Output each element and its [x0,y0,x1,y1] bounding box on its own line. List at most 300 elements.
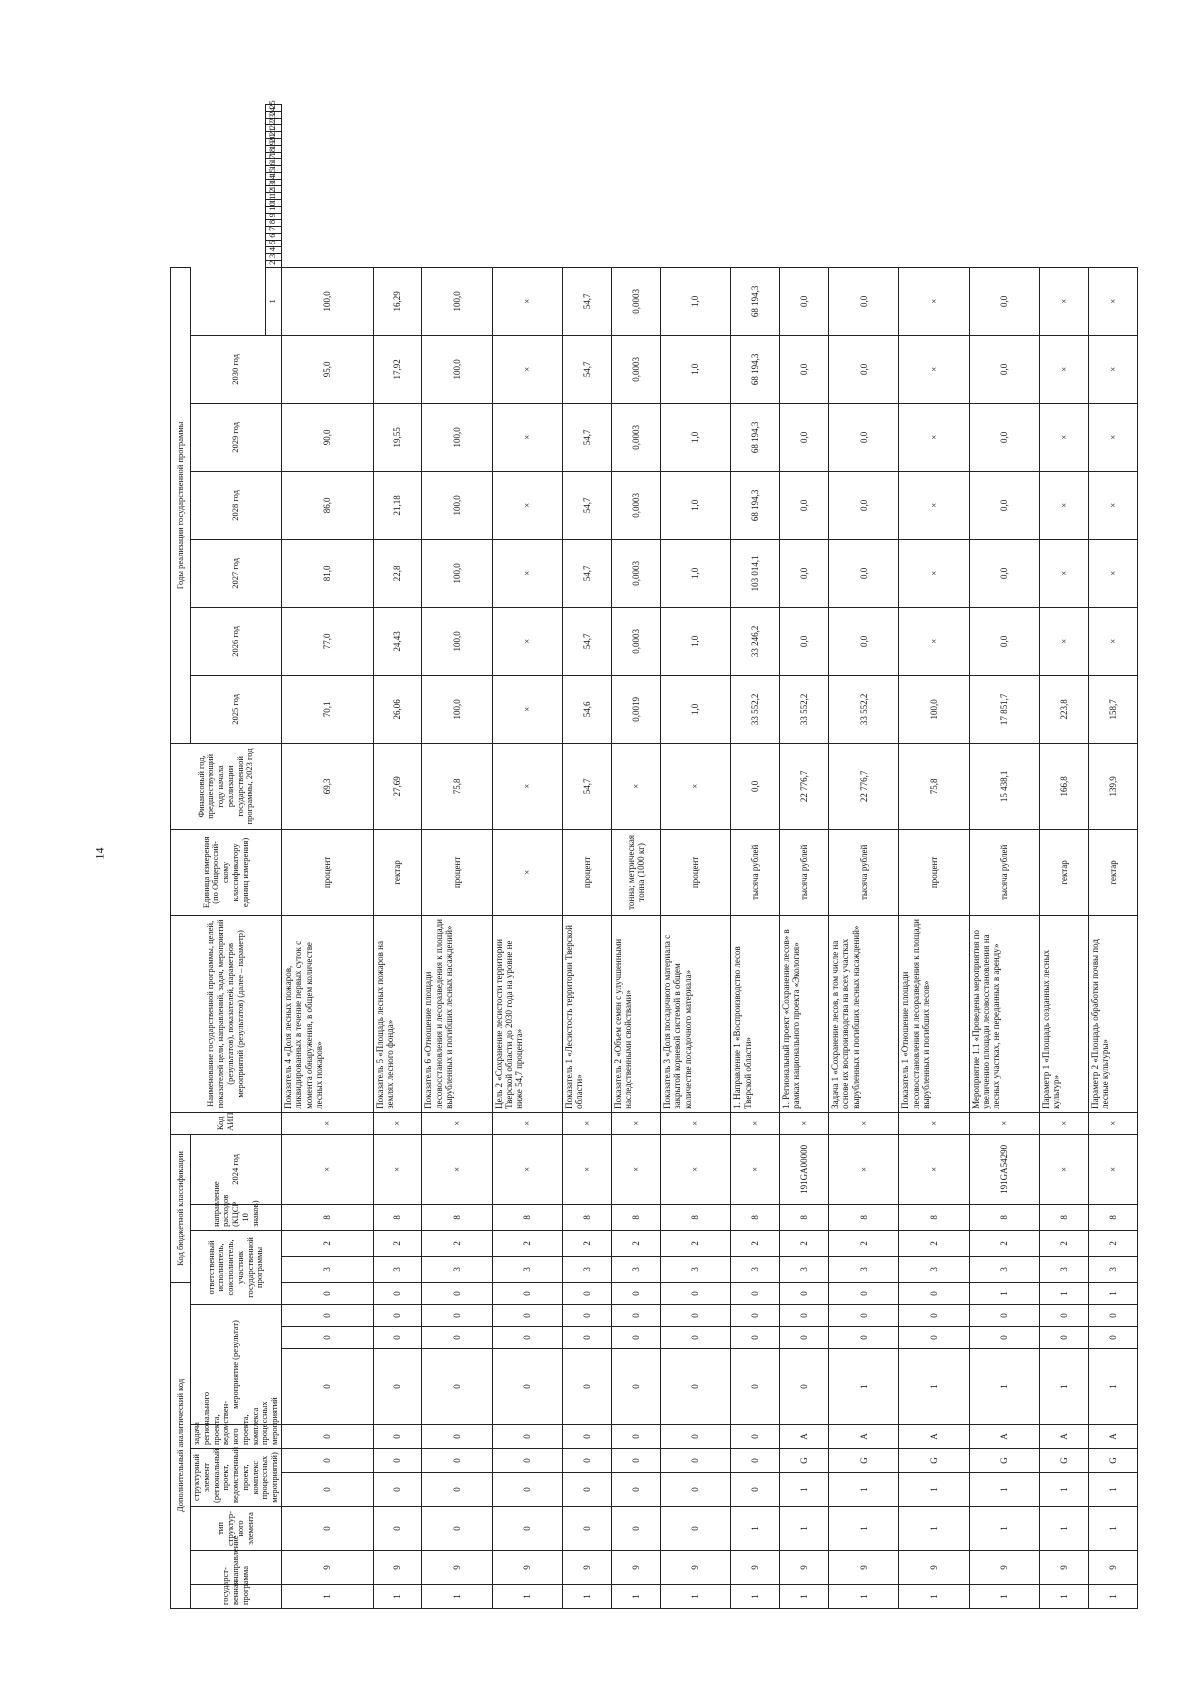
row-unit: гектар [1039,829,1088,915]
code-cell: 191GA54290 [969,1134,1039,1204]
table-row [780,105,829,1609]
row-unit: тысяча рублей [780,829,829,915]
code-cell: 3 [422,1256,492,1282]
row-year-value: 0,0 [780,267,829,335]
row-year-value: 0,0 [829,539,899,607]
code-cell: 0 [373,1327,422,1349]
row-year-value: 0,0 [780,471,829,539]
code-cell: × [829,1112,899,1134]
code-cell: 9 [1088,1551,1137,1585]
code-cell: 1 [1088,1585,1137,1609]
code-cell: 0 [281,1425,373,1449]
code-cell: 8 [422,1204,492,1230]
code-cell: 2 [373,1230,422,1256]
code-cell: G [829,1449,899,1473]
code-cell: 8 [829,1204,899,1230]
code-cell: × [829,1134,899,1204]
code-cell: 0 [731,1349,780,1425]
column-number: 14 [265,179,281,186]
code-cell: 3 [1088,1256,1137,1282]
code-cell: 0 [611,1507,660,1551]
header-naimenovanie: Наименование государственной программы, целей, показателей цели, направлений, задач, мероприятий (результатов), показателей, параметров мероприятий (результатов) (далее – параметр) [171,915,282,1112]
code-cell: 8 [281,1204,373,1230]
code-cell: 1 [829,1507,899,1551]
code-cell: 191GA00000 [780,1134,829,1204]
code-cell: 9 [731,1551,780,1585]
code-cell: 1 [899,1473,969,1507]
code-cell: 1 [829,1585,899,1609]
column-number: 13 [265,186,281,193]
code-cell: × [1039,1134,1088,1204]
column-number: 10 [265,206,281,213]
code-cell: × [969,1112,1039,1134]
row-year-value: × [899,607,969,675]
row-base-year-value: 139,9 [1088,743,1137,829]
code-cell: 0 [281,1473,373,1507]
code-cell: 0 [492,1449,562,1473]
code-cell: 3 [660,1256,730,1282]
row-year-value: × [492,675,562,743]
code-cell: 0 [611,1449,660,1473]
row-year-value: 54,7 [563,403,612,471]
code-cell: 0 [660,1507,730,1551]
code-cell: 0 [281,1507,373,1551]
row-year-value: 22,8 [373,539,422,607]
row-year-value: 100,0 [422,607,492,675]
row-unit: гектар [1088,829,1137,915]
code-cell: 0 [281,1327,373,1349]
code-cell: 8 [611,1204,660,1230]
code-cell: 0 [660,1282,730,1304]
code-cell: 8 [780,1204,829,1230]
row-name: Показатель 6 «Отношение площади лесовосстановления и лесоразведения к площади вырубленных и погибших лесных насаждений» [422,915,492,1112]
code-cell: 0 [1039,1305,1088,1327]
row-base-year-value: 0,0 [731,743,780,829]
code-cell: 0 [829,1305,899,1327]
row-year-value: 103 014,1 [731,539,780,607]
table-row [492,105,562,1609]
code-cell: 0 [660,1473,730,1507]
code-cell: × [281,1112,373,1134]
code-cell: 1 [969,1507,1039,1551]
code-cell: 3 [373,1256,422,1282]
row-year-value: 1,0 [660,539,730,607]
code-cell: 0 [563,1425,612,1449]
row-year-value: 86,0 [281,471,373,539]
code-cell: 0 [611,1305,660,1327]
code-cell: 9 [611,1551,660,1585]
code-cell: 1 [1039,1349,1088,1425]
table-row [969,105,1039,1609]
code-cell: 0 [660,1425,730,1449]
row-year-value: 1,0 [660,267,730,335]
row-base-year-value: 54,7 [563,743,612,829]
code-cell: 1 [1039,1282,1088,1304]
header-kbk: Код бюджетной классификации [171,1134,191,1282]
code-cell: 1 [1039,1473,1088,1507]
header-gody: Годы реализации государственной программы [171,267,191,743]
row-year-value: × [1039,539,1088,607]
code-cell: 0 [1088,1327,1137,1349]
row-year-value: 33 552,2 [780,675,829,743]
code-cell: A [829,1425,899,1449]
code-cell: 0 [373,1282,422,1304]
code-cell: 3 [563,1256,612,1282]
column-number: 24 [265,111,281,118]
row-year-value: 33 246,2 [731,607,780,675]
code-cell: 1 [780,1585,829,1609]
row-name: Цель 2 «Сохранение лесистости территории Тверской области до 2030 года на уровне не ниже 54,7 процента» [492,915,562,1112]
header-struct-el: структурный элемент (региональный проект, ведомственный проект, комплекс процессных мероприятий) [191,1449,282,1507]
row-year-value: 0,0 [829,335,899,403]
code-cell: 0 [373,1507,422,1551]
code-cell: A [1039,1425,1088,1449]
code-cell: 0 [731,1305,780,1327]
row-unit: тысяча рублей [829,829,899,915]
header-gosprog: государст-венная программа [191,1585,282,1609]
code-cell: 0 [422,1425,492,1449]
row-base-year-value: 69,3 [281,743,373,829]
column-number: 19 [265,145,281,152]
code-cell: 0 [611,1282,660,1304]
column-number: 5 [265,240,281,247]
page-number: 14 [92,847,107,860]
code-cell: 1 [1088,1507,1137,1551]
header-fin-god: Финансовый год, предшествующий году начала реализации государственной программы, 2023 год [171,743,282,829]
row-base-year-value: × [660,743,730,829]
code-cell: × [373,1112,422,1134]
code-cell: 0 [611,1425,660,1449]
code-cell: 3 [969,1256,1039,1282]
code-cell: 9 [281,1551,373,1585]
code-cell: 0 [563,1507,612,1551]
code-cell: 9 [1039,1551,1088,1585]
code-cell: 1 [373,1585,422,1609]
row-year-value: × [1088,471,1137,539]
row-year-value: 1,0 [660,675,730,743]
table-row [899,105,969,1609]
code-cell: 2 [611,1230,660,1256]
code-cell: 0 [660,1327,730,1349]
code-cell: 0 [731,1327,780,1349]
code-cell: 9 [660,1551,730,1585]
row-name: Показатель 1 «Отношение площади лесовосстановления и лесоразведения к площади вырубленных и погибших лесов» [899,915,969,1112]
code-cell: 2 [780,1230,829,1256]
code-cell: 0 [563,1349,612,1425]
code-cell: 1 [969,1282,1039,1304]
code-cell: 2 [281,1230,373,1256]
code-cell: 1 [780,1507,829,1551]
code-cell: 2 [1088,1230,1137,1256]
row-year-value: × [899,471,969,539]
code-cell: × [611,1134,660,1204]
row-unit: тысяча рублей [969,829,1039,915]
document-rotated-table [170,100,1120,1609]
code-cell: 0 [422,1507,492,1551]
row-year-value: × [1039,403,1088,471]
code-cell: 1 [969,1349,1039,1425]
header-tip: тип структур-ного элемента [191,1507,282,1551]
code-cell: 1 [969,1585,1039,1609]
code-cell: 0 [373,1449,422,1473]
row-unit: процент [660,829,730,915]
row-year-value: 0,0019 [611,675,660,743]
header-year-7: 2030 год [191,335,282,403]
column-number: 1 [265,267,281,335]
row-year-value: × [1088,403,1137,471]
code-cell: A [780,1425,829,1449]
code-cell: 0 [422,1327,492,1349]
code-cell: 3 [611,1256,660,1282]
row-year-value: 100,0 [422,675,492,743]
code-cell: 1 [611,1585,660,1609]
row-year-value: × [899,403,969,471]
code-cell: 8 [373,1204,422,1230]
header-kod-aip: Код АИП [171,1112,282,1134]
code-cell: 0 [829,1282,899,1304]
column-number: 22 [265,125,281,132]
row-year-value: 0,0003 [611,471,660,539]
code-cell: 9 [563,1551,612,1585]
column-number: 15 [265,172,281,179]
row-year-value: 70,1 [281,675,373,743]
code-cell: 9 [492,1551,562,1585]
row-name: Показатель 5 «Площадь лесных пожаров на землях лесного фонда» [373,915,422,1112]
row-year-value: 158,7 [1088,675,1137,743]
code-cell: 0 [492,1425,562,1449]
code-cell: × [492,1134,562,1204]
code-cell: × [660,1134,730,1204]
table-row [731,105,780,1609]
code-cell: 9 [422,1551,492,1585]
code-cell: 0 [422,1349,492,1425]
code-cell: 1 [1088,1349,1137,1425]
row-year-value: 54,6 [563,675,612,743]
row-year-value: 19,55 [373,403,422,471]
code-cell: 2 [422,1230,492,1256]
code-cell: 1 [422,1585,492,1609]
code-cell: 1 [563,1585,612,1609]
code-cell: 1 [1039,1507,1088,1551]
row-year-value: 100,0 [899,675,969,743]
code-cell: 0 [492,1349,562,1425]
code-cell: × [731,1112,780,1134]
code-cell: 3 [281,1256,373,1282]
code-cell: 0 [563,1473,612,1507]
row-base-year-value: 75,8 [422,743,492,829]
row-year-value: × [492,471,562,539]
row-unit: × [492,829,562,915]
code-cell: × [373,1134,422,1204]
table-row [611,105,660,1609]
code-cell: × [899,1112,969,1134]
row-year-value: 223,8 [1039,675,1088,743]
row-year-value: 100,0 [422,335,492,403]
code-cell: × [1039,1112,1088,1134]
code-cell: 2 [660,1230,730,1256]
column-number: 3 [265,254,281,261]
code-cell: 0 [731,1425,780,1449]
code-cell: 0 [373,1349,422,1425]
code-cell: 9 [373,1551,422,1585]
code-cell: × [1088,1112,1137,1134]
row-year-value: × [899,267,969,335]
header-year-4: 2027 год [191,539,282,607]
code-cell: 0 [422,1473,492,1507]
code-cell: 0 [660,1449,730,1473]
code-cell: 9 [969,1551,1039,1585]
code-cell: A [1088,1425,1137,1449]
row-year-value: 68 194,3 [731,267,780,335]
row-year-value: × [1088,335,1137,403]
row-year-value: 0,0 [969,403,1039,471]
code-cell: 8 [1039,1204,1088,1230]
row-year-value: × [492,403,562,471]
code-cell: 0 [969,1327,1039,1349]
code-cell: 0 [492,1327,562,1349]
code-cell: 2 [829,1230,899,1256]
row-year-value: 54,7 [563,267,612,335]
code-cell: 0 [899,1327,969,1349]
table-row [422,105,492,1609]
code-cell: 1 [281,1585,373,1609]
code-cell: 1 [1039,1585,1088,1609]
code-cell: 1 [899,1507,969,1551]
code-cell: 0 [281,1282,373,1304]
code-cell: G [780,1449,829,1473]
code-cell: 8 [731,1204,780,1230]
row-name: Показатель 2 «Объем семян с улучшенными наследственными свойствами» [611,915,660,1112]
header-otvetstvennyi: ответственный исполнитель, соисполнитель, участник государственной программы [191,1230,282,1304]
row-year-value: 0,0 [780,335,829,403]
row-year-value: 1,0 [660,335,730,403]
code-cell: 0 [281,1305,373,1327]
row-unit: процент [899,829,969,915]
row-year-value: 68 194,3 [731,335,780,403]
code-cell: 8 [1088,1204,1137,1230]
row-year-value: 90,0 [281,403,373,471]
column-number: 6 [265,233,281,240]
code-cell: 0 [731,1449,780,1473]
code-cell: 3 [899,1256,969,1282]
table-row [563,105,612,1609]
column-number: 17 [265,159,281,166]
row-year-value: 100,0 [281,267,373,335]
code-cell: 8 [563,1204,612,1230]
row-year-value: 54,7 [563,539,612,607]
row-year-value: × [492,335,562,403]
code-cell: 1 [969,1473,1039,1507]
table-row [373,105,422,1609]
column-number: 7 [265,227,281,234]
column-number: 25 [265,105,281,112]
code-cell: 0 [563,1305,612,1327]
header-year-6: 2029 год [191,403,282,471]
row-base-year-value: 15 438,1 [969,743,1039,829]
row-year-value: 95,0 [281,335,373,403]
row-name: Задача 1 «Сохранение лесов, в том числе на основе их воспроизводства на всех участках вырубленных и погибших лесных насаждений» [829,915,899,1112]
row-year-value: 68 194,3 [731,403,780,471]
code-cell: × [422,1134,492,1204]
row-year-value: 0,0 [969,539,1039,607]
row-year-value: × [492,607,562,675]
row-year-value: 0,0 [969,471,1039,539]
row-year-value: 17,92 [373,335,422,403]
row-year-value: 77,0 [281,607,373,675]
code-cell: 0 [492,1507,562,1551]
row-year-value: 0,0003 [611,403,660,471]
row-year-value: 100,0 [422,267,492,335]
table-row [829,105,899,1609]
code-cell: 3 [492,1256,562,1282]
code-cell: 2 [731,1230,780,1256]
table-row [660,105,730,1609]
code-cell: 0 [660,1349,730,1425]
code-cell: 8 [899,1204,969,1230]
code-cell: 1 [492,1585,562,1609]
row-unit: тысяча рублей [731,829,780,915]
row-year-value: 0,0 [780,403,829,471]
row-base-year-value: 166,8 [1039,743,1088,829]
row-unit: гектар [373,829,422,915]
code-cell: 0 [1088,1305,1137,1327]
code-cell: 9 [780,1551,829,1585]
code-cell: 2 [899,1230,969,1256]
row-year-value: 0,0 [829,267,899,335]
column-number: 12 [265,193,281,200]
row-year-value: × [1088,539,1137,607]
header-year-2: 2025 год [191,675,282,743]
column-number: 9 [265,213,281,220]
code-cell: × [611,1112,660,1134]
code-cell: 0 [422,1282,492,1304]
code-cell: × [780,1112,829,1134]
row-year-value: 0,0 [829,471,899,539]
code-cell: 0 [1039,1327,1088,1349]
code-cell: 3 [731,1256,780,1282]
row-year-value: 54,7 [563,607,612,675]
column-number: 16 [265,166,281,173]
code-cell: G [1088,1449,1137,1473]
row-base-year-value: 22 776,7 [829,743,899,829]
code-cell: 0 [492,1473,562,1507]
code-cell: 0 [780,1282,829,1304]
row-year-value: 100,0 [422,471,492,539]
code-cell: 8 [660,1204,730,1230]
row-name: Показатель 4 «Доля лесных пожаров, ликвидированных в течение первых суток с момента обнаружения, в общем количестве лесных пожаров» [281,915,373,1112]
row-year-value: 21,18 [373,471,422,539]
row-year-value: 0,0 [829,403,899,471]
header-napravlenie: направление [191,1551,282,1585]
row-year-value: × [1039,335,1088,403]
row-year-value: × [1039,607,1088,675]
code-cell: 0 [281,1349,373,1425]
code-cell: 0 [829,1327,899,1349]
code-cell: 1 [1088,1282,1137,1304]
code-cell: 1 [1088,1473,1137,1507]
code-cell: 1 [829,1473,899,1507]
row-year-value: 24,43 [373,607,422,675]
code-cell: 9 [899,1551,969,1585]
code-cell: 8 [969,1204,1039,1230]
row-year-value: 54,7 [563,335,612,403]
code-cell: 0 [373,1425,422,1449]
code-cell: × [899,1134,969,1204]
row-year-value: 0,0 [780,607,829,675]
code-cell: 1 [660,1585,730,1609]
code-cell: 1 [899,1585,969,1609]
header-year-1: 2024 год [191,1134,282,1204]
